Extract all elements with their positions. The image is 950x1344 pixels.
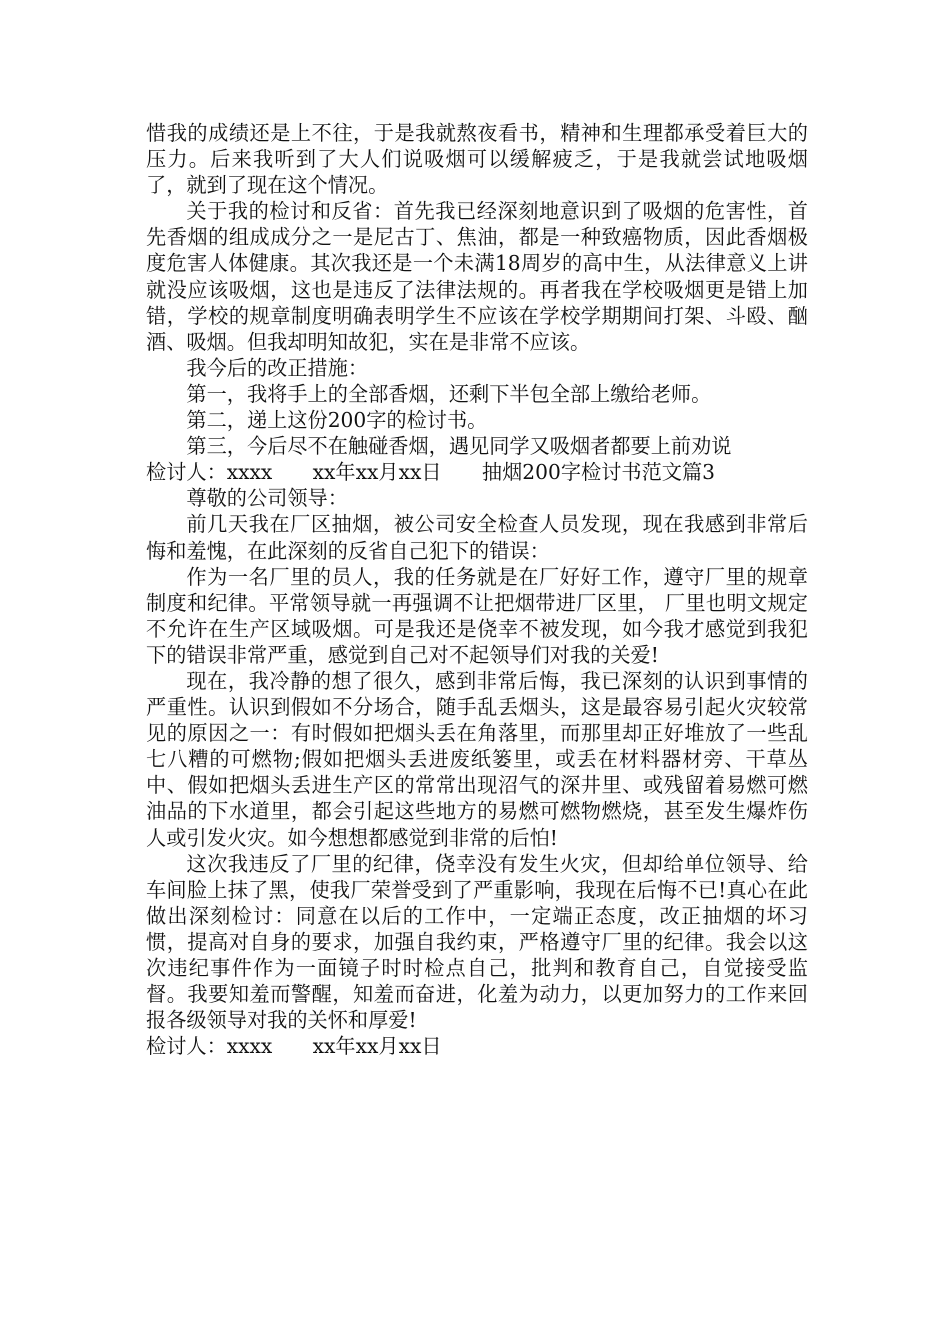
paragraph-5: 第二，递上这份200字的检讨书。 [186,408,488,433]
paragraph-10: 作为一名厂里的员人，我的任务就是在厂好好工作，遵守厂里的规章制度和纪律。平常领导就一再强调不让把烟带进厂区里， 厂里也明文规定不允许在生产区域吸烟。可是我还是侥幸不被发现，如今我才感觉到我犯下的错误非常严重，感觉到自己对不起领导们对我的关爱! [146,564,808,667]
document-page [146,120,808,1059]
paragraph-6: 第三，今后尽不在触碰香烟，遇见同学又吸烟者都要上前劝说 [186,434,732,459]
paragraph-2: 关于我的检讨和反省：首先我已经深刻地意识到了吸烟的危害性，首先香烟的组成成分之一是尼古丁、焦油，都是一种致癌物质，因此香烟极度危害人体健康。其次我还是一个未满18周岁的高中生，从法律意义上讲就没应该吸烟，这也是违反了法律法规的。再者我在学校吸烟更是错上加错，学校的规章制度明确表明学生不应该在学校学期期间打架、斗殴、酗酒、吸烟。但我却明知故犯，实在是非常不应该。 [146,199,808,354]
paragraph-3: 我今后的改正措施： [186,355,369,380]
paragraph-11: 现在，我冷静的想了很久，感到非常后悔，我已深刻的认识到事情的严重性。认识到假如不分场合，随手乱丢烟头，这是最容易引起火灾较常见的原因之一：有时假如把烟头丢在角落里，而那里却正好堆放了一些乱七八糟的可燃物;假如把烟头丢进废纸篓里，或丢在材料器材旁、干草丛中、假如把烟头丢进生产区的常常出现沼气的深井里、或残留着易燃可燃油品的下水道里，都会引起这些地方的易燃可燃物燃烧，甚至发生爆炸伤人或引发火灾。如今想想都感觉到非常的后怕! [146,668,808,850]
signature-line-1: 检讨人：xxxx xx年xx月xx日 抽烟200字检讨书范文篇3 [146,460,715,485]
paragraph-12: 这次我违反了厂里的纪律，侥幸没有发生火灾，但却给单位领导、给车间脸上抹了黑，使我厂荣誉受到了严重影响，我现在后悔不已!真心在此做出深刻检讨：同意在以后的工作中，一定端正态度，改正抽烟的坏习惯，提高对自身的要求，加强自我约束，严格遵守厂里的纪律。我会以这次违纪事件作为一面镜子时时检点自己，批判和教育自己，自觉接受监督。我要知羞而警醒，知羞而奋进，化羞为动力，以更加努力的工作来回报各级领导对我的关怀和厚爱! [146,851,808,1033]
paragraph-9: 前几天我在厂区抽烟，被公司安全检查人员发现，现在我感到非常后悔和羞愧，在此深刻的反省自己犯下的错误： [146,512,808,563]
paragraph-4: 第一，我将手上的全部香烟，还剩下半包全部上缴给老师。 [186,381,712,406]
salutation: 尊敬的公司领导： [186,486,348,511]
signature-line-2: 检讨人：xxxx xx年xx月xx日 [146,1034,442,1059]
paragraph-1: 惜我的成绩还是上不往，于是我就熬夜看书，精神和生理都承受着巨大的压力。后来我听到了大人们说吸烟可以缓解疲乏，于是我就尝试地吸烟了，就到了现在这个情况。 [146,121,808,198]
